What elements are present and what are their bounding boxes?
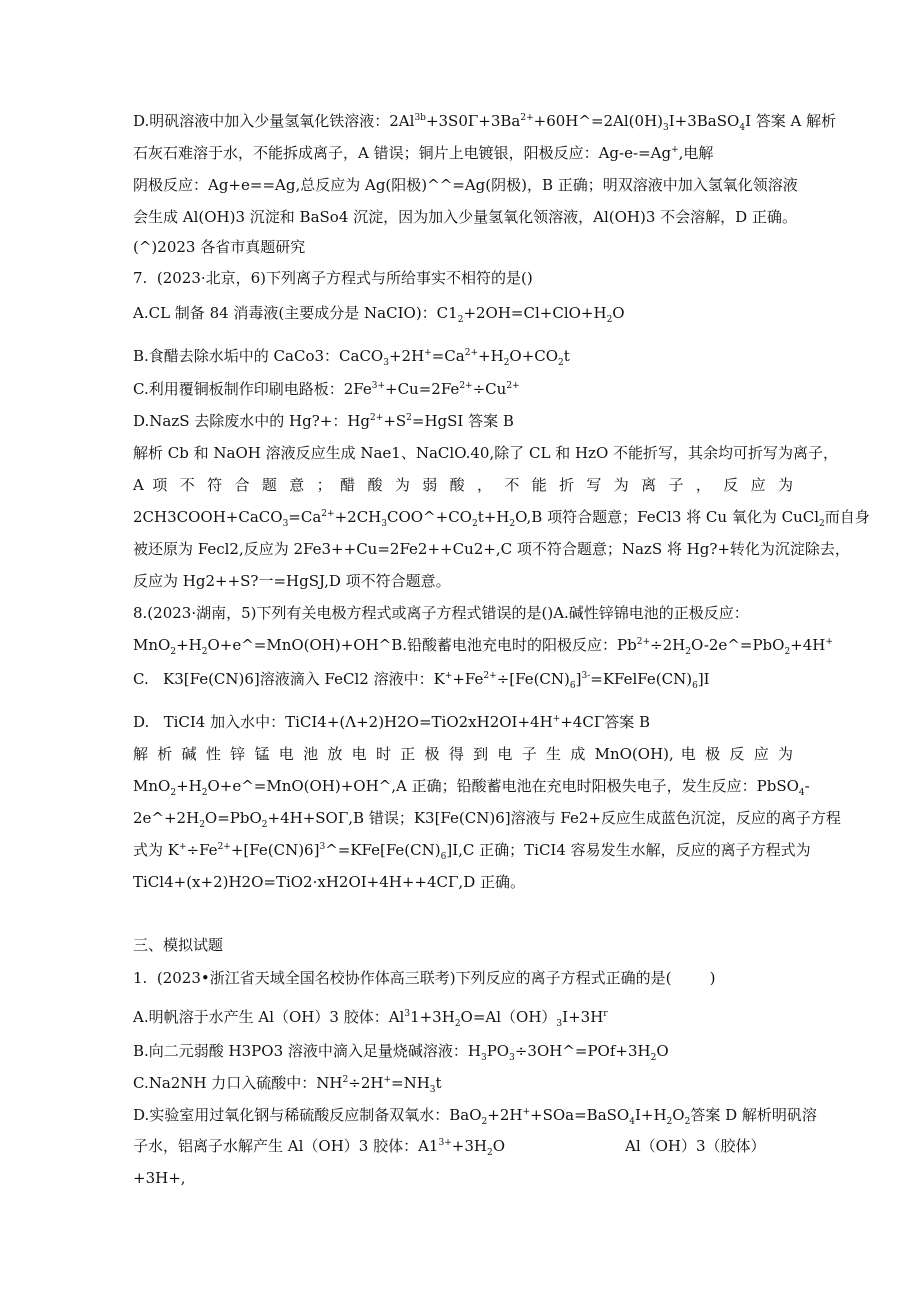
text-line: 解析 Cb 和 NaOH 溶液反应生成 Nae1、NaClO.40,除了 CL 和 HzO 不能折写，其余均可折写为离子，: [133, 444, 839, 462]
option-line: D.NazS 去除废水中的 Hg?+：$Hg^{2+}+S^2=HgSI$ 答案 B: [133, 412, 514, 430]
option-line: D.实验室用过氧化钢与稀硫酸反应制备双氧水：$BaO_2+2H^++SOa=BaSO_4I+H_2O_2$答案 D 解析明矾溶: [133, 1106, 817, 1127]
option-line: C.Na2NH 力口入硫酸中：$NH^2\div 2H^+=NH_3t$: [133, 1074, 442, 1095]
option-line: B.向二元弱酸 H3PO3 溶液中滴入足量烧碱溶液：$H_3PO_3\div 3OH\^{}=POf+3H_2O$: [133, 1042, 669, 1063]
question-stem: 8.(2023·湖南，5)下列有关电极方程式或离子方程式错误的是()A.碱性锌锦电池的正极反应：: [133, 604, 749, 622]
option-line: A.CL 制备 84 消毒液(主要成分是 NaCIO)：$C1_2+2OH=Cl+ClO+H_2O$: [133, 304, 625, 325]
question-stem: 7. (2023·北京，6)下列离子方程式与所给事实不相符的是(): [133, 269, 533, 287]
text-line: +3H+,: [133, 1169, 186, 1187]
section-heading: 三、模拟试题: [133, 936, 224, 954]
option-line: A.明帆溶于水产生 Al（OH）3 胶体：$Al^31+3H_2O=Al(OH)_3I+3H^r$: [133, 1008, 608, 1029]
text-line: $MnO_2+H_2O+e\^{}=MnO(OH)+OH\^{},A$ 正确；铅酸蓄电池在充电时阳极失电子，发生反应：PbSO$_4$-: [133, 777, 810, 798]
option-line: B.食醋去除水垢中的 CaCo3：$CaCO_3+2H^+=Ca^{2+}+H_2O+CO_2t$: [133, 347, 570, 368]
text-line: 会生成 Al(OH)3 沉淀和 BaSo4 沉淀，因为加入少量氢氧化领溶液，Al(OH)3 不会溶解，D 正确。: [133, 208, 797, 226]
option-line: C. K3[Fe(CN)6]溶液滴入 FeCl2 溶液中：$K^++Fe^{2+}\div[Fe(CN)_6]^{3-}=KFelFe(CN)_6]I$: [133, 670, 710, 691]
text-line: 解 析 碱 性 锌 锰 电 池 放 电 时 正 极 得 到 电 子 生 成 MnO(OH), 电 极 反 应 为: [133, 745, 793, 763]
text-line: 反应为 Hg2++S?一=HgSJ,D 项不符合题意。: [133, 572, 451, 590]
text-line: 子水，铝离子水解产生 Al（OH）3 胶体：$A1^{3+}+3H_2O$ Al（OH）3（胶体）: [133, 1137, 766, 1158]
section-heading: (^)2023 各省市真题研究: [133, 238, 306, 256]
text-line: D.明矾溶液中加入少量氢氧化铁溶液：$2Al^{3b}+3S0\Gamma+3Ba^{2+}+60H\^{}=2Al(0H)_3I+3BaSO_4I$ 答案 A 解析: [133, 112, 837, 133]
option-line: $MnO_2+H_2O+e\^{}=MnO(OH)+OH\^{}B$.铅酸蓄电池充电时的阳极反应：$Pb^{2+}\div 2H_2O-2e\^{}=PbO_2+4H^+$: [133, 636, 833, 657]
text-line: 被还原为 Fecl2,反应为 2Fe3++Cu=2Fe2++Cu2+,C 项不符合题意；NazS 将 Hg?+转化为沉淀除去，: [133, 540, 850, 558]
text-line: 石灰石难溶于水，不能拆成离子，A 错误；铜片上电镀银，阳极反应：Ag-e-=Ag+,电解: [133, 144, 714, 162]
text-line: 式为 $K^+\div Fe^{2+}+[Fe(CN)6]^3\^{}=KFe[Fe(CN)_6]I,C$ 正确；TiCI4 容易发生水解，反应的离子方程式为: [133, 841, 811, 862]
option-line: D. TiCI4 加入水中：TiCI4+(Λ+2)H2O=TiO2xH2OI+4H++4CΓ答案 B: [133, 713, 651, 731]
text-line: 阴极反应：Ag+e==Ag,总反应为 Ag(阳极)^^=Ag(阴极)，B 正确；明双溶液中加入氢氧化领溶液: [133, 176, 798, 194]
question-stem: 1. (2023•浙江省天域全国名校协作体高三联考)下列反应的离子方程式正确的是( ): [133, 969, 716, 987]
text-line: A 项 不 符 合 题 意 ； 醋 酸 为 弱 酸 ， 不 能 折 写 为 离 子 ， 反 应 为: [133, 476, 793, 494]
text-line: TiCl4+(x+2)H2O=TiO2·xH2OI+4H++4CΓ,D 正确。: [133, 873, 525, 891]
text-line: $2e\^{}+2H_2O=PbO_2+4H+SO\Gamma,B$ 错误；K3[Fe(CN)6]溶液与 Fe2+反应生成蓝色沉淀，反应的离子方程: [133, 809, 841, 830]
text-line: $2CH3COOH+CaCO_3=Ca^{2+}+2CH_3COO\^{}+CO_2t+H_2O,B$ 项符合题意；FeCl3 将 Cu 氧化为 CuCl$_2$而自身: [133, 508, 870, 529]
option-line: C.利用覆铜板制作印刷电路板：$2Fe^{3+}+Cu=2Fe^{2+}\div Cu^{2+}$: [133, 380, 520, 398]
